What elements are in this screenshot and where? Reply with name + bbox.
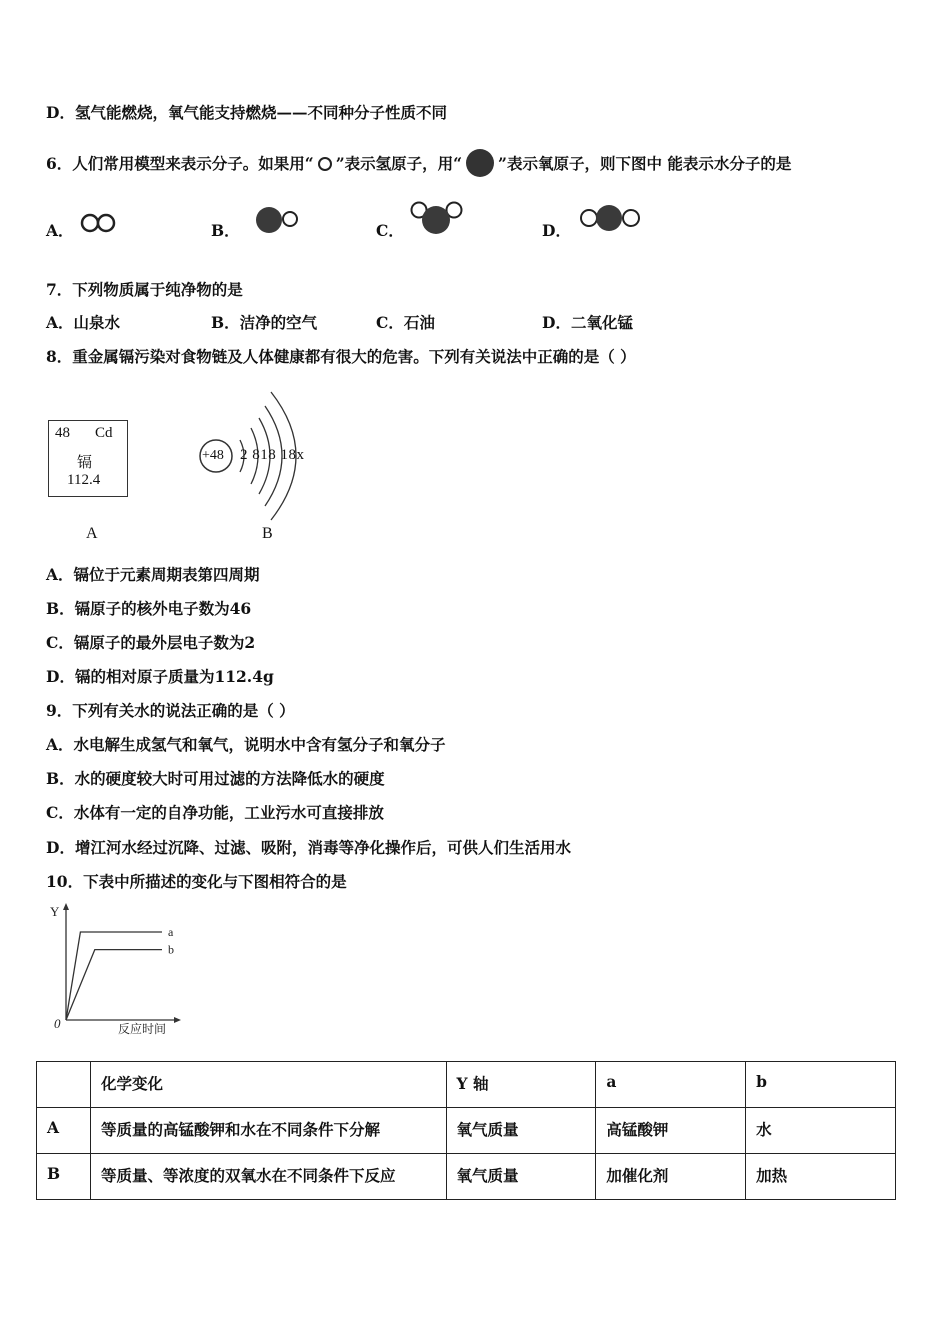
- q7-option-d[interactable]: D．二氧化锰: [542, 313, 633, 332]
- table-cell: 水: [746, 1108, 896, 1154]
- table-row: [37, 1154, 896, 1200]
- hydrogen-atom-icon: [318, 157, 332, 171]
- cadmium-element-card: [48, 420, 128, 497]
- table-cell: 高锰酸钾: [596, 1108, 746, 1154]
- q7-option-a[interactable]: A．山泉水: [46, 313, 121, 332]
- q6-option-d[interactable]: D．: [542, 221, 571, 240]
- q8-option-b[interactable]: B．镉原子的核外电子数为46: [46, 599, 252, 618]
- table-cell: 等质量、等浓度的双氧水在不同条件下反应: [90, 1154, 446, 1200]
- table-cell: 加热: [746, 1154, 896, 1200]
- table-cell: a: [596, 1062, 746, 1108]
- q7-option-b[interactable]: B．洁净的空气: [211, 313, 318, 332]
- series-label-a: a: [168, 925, 174, 939]
- y-axis-arrow: [63, 903, 69, 910]
- table-cell: 化学变化: [90, 1062, 446, 1108]
- table-cell: B: [37, 1154, 91, 1200]
- q8-option-c[interactable]: C．镉原子的最外层电子数为2: [46, 633, 256, 652]
- q9-option-d[interactable]: D．增江河水经过沉降、过滤、吸附，消毒等净化操作后，可供人们生活用水: [46, 838, 571, 857]
- table-cell: [37, 1062, 91, 1108]
- q6-model-c-icon: [408, 198, 468, 240]
- q6-model-a-icon: [80, 212, 122, 234]
- element-symbol: Cd: [95, 425, 113, 441]
- table-row: [37, 1108, 896, 1154]
- q10-stem: 10．下表中所描述的变化与下图相符合的是: [46, 872, 347, 891]
- table-header-row: [37, 1062, 896, 1108]
- table-cell: A: [37, 1108, 91, 1154]
- table-cell: 加催化剂: [596, 1154, 746, 1200]
- q6-model-b-icon: [253, 204, 303, 236]
- atomic-mass: 112.4: [67, 472, 101, 488]
- q8-stem: 8．重金属镉污染对食物链及人体健康都有很大的危害。下列有关说法中正确的是（ ）: [46, 347, 636, 366]
- q10-table: [36, 1061, 896, 1200]
- electron-shells: 2 818 18x: [240, 447, 305, 463]
- q6-option-a[interactable]: A．: [46, 221, 74, 240]
- q9-option-b[interactable]: B．水的硬度较大时可用过滤的方法降低水的硬度: [46, 769, 385, 788]
- q6-model-d-icon: [578, 203, 644, 233]
- atomic-number: 48: [55, 425, 70, 441]
- q6-option-c[interactable]: C．: [376, 221, 404, 240]
- table-cell: Y 轴: [446, 1062, 596, 1108]
- q9-option-c[interactable]: C．水体有一定的自净功能，工业污水可直接排放: [46, 803, 384, 822]
- table-cell: 等质量的高锰酸钾和水在不同条件下分解: [90, 1108, 446, 1154]
- oxygen-atom-icon: [466, 149, 494, 177]
- q8-option-d[interactable]: D．镉的相对原子质量为112.4g: [46, 667, 274, 686]
- x-axis-label: 反应时间: [118, 1022, 167, 1036]
- table-cell: b: [746, 1062, 896, 1108]
- x-axis-arrow: [174, 1017, 181, 1023]
- q7-stem: 7．下列物质属于纯净物的是: [46, 280, 243, 299]
- series-line-a: [66, 932, 162, 1020]
- q9-stem: 9．下列有关水的说法正确的是（ ）: [46, 701, 295, 720]
- q7-option-c[interactable]: C．石油: [376, 313, 435, 332]
- origin-label: 0: [54, 1016, 61, 1031]
- table-cell: 氧气质量: [446, 1108, 596, 1154]
- figure-caption-b: B: [262, 525, 273, 542]
- figure-caption-a: A: [86, 525, 98, 542]
- table-cell: 氧气质量: [446, 1154, 596, 1200]
- q8-option-a[interactable]: A．镉位于元素周期表第四周期: [46, 565, 260, 584]
- y-axis-label: Y: [50, 904, 60, 919]
- q9-option-a[interactable]: A．水电解生成氢气和氧气，说明水中含有氢分子和氧分子: [46, 735, 446, 754]
- q6-stem-part2: ”表示氢原子，用“: [335, 154, 463, 173]
- series-label-b: b: [168, 942, 174, 957]
- q10-line-chart: [40, 900, 200, 1040]
- q6-option-b[interactable]: B．: [211, 221, 240, 240]
- q6-stem-part1: 6．人们常用模型来表示分子。如果用“: [46, 154, 314, 173]
- q6-stem-part3: ”表示氧原子，则下图中 能表示水分子的是: [498, 154, 792, 173]
- element-name: 镉: [77, 455, 93, 471]
- nucleus-charge: +48: [202, 448, 224, 463]
- q6-stem: [46, 149, 791, 177]
- series-line-b: [66, 950, 162, 1020]
- q5-option-d: D．氢气能燃烧，氧气能支持燃烧——不同种分子性质不同: [46, 103, 447, 122]
